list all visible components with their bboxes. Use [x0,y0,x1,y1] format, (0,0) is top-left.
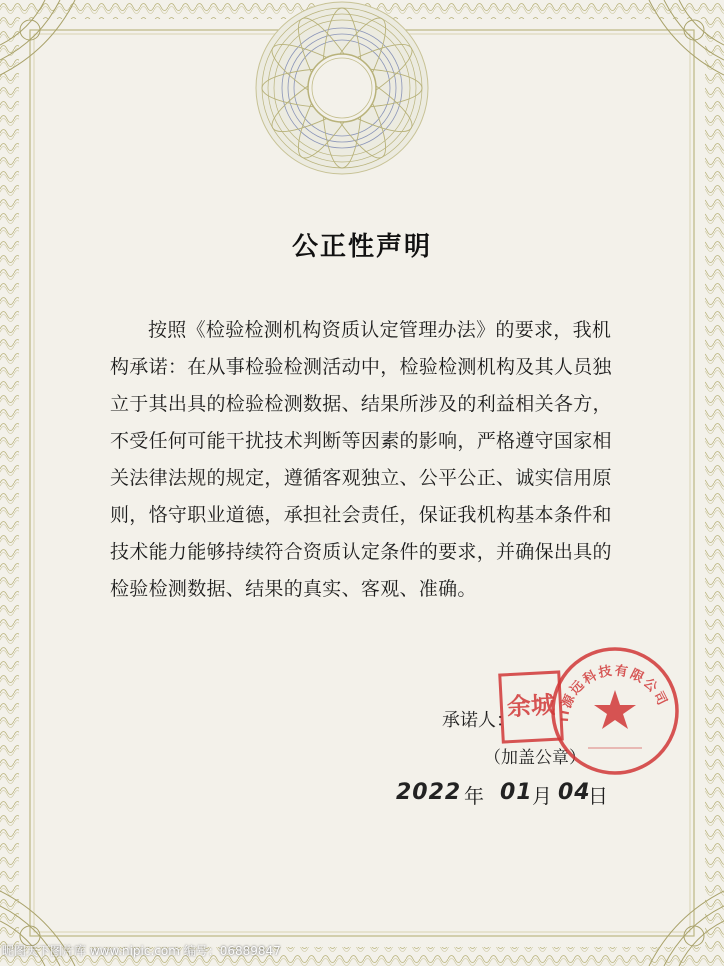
company-seal-icon [548,644,682,778]
body-line: 检验检测数据、结果的真实、客观、准确。 [110,578,477,600]
date-year-suffix: 年 [464,784,484,808]
body-line: 不受任何可能干扰技术判断等因素的影响，严格遵守国家相 [110,430,612,452]
date-month-suffix: 月 [532,784,552,808]
date-month-handwritten: 01 [500,780,533,805]
body-line: 关法律法规的规定，遵循客观独立、公平公正、诚实信用原 [110,467,612,489]
rosette-emblem-icon [252,0,432,180]
body-line: 技术能力能够持续符合资质认定条件的要求，并确保出具的 [110,541,612,563]
source-watermark: 昵图天下图片库 www.nipic.com 编号：06889847 [2,944,281,958]
declaration-body [110,312,650,608]
date-day-suffix: 日 [588,784,608,808]
date-day-handwritten: 04 [558,780,591,805]
body-line: 立于其出具的检验检测数据、结果所涉及的利益相关各方， [110,393,612,415]
round-seal-text: ıı源远科技有限公司 [556,663,671,723]
body-line: 构承诺：在从事检验检测活动中，检验检测机构及其人员独 [110,356,612,378]
seal-star-icon [594,690,636,729]
document-title: 公正性声明 [291,232,432,262]
body-line: 按照《检验检测机构资质认定管理办法》的要求，我机 [148,319,612,341]
body-line: 则，恪守职业道德，承担社会责任，保证我机构基本条件和 [110,504,612,526]
promisor-label: 承诺人： [442,710,514,731]
square-name-stamp: 余城 [498,670,564,743]
seal-note: （加盖公章） [484,748,586,768]
date-year-handwritten: 2022 [396,780,462,805]
